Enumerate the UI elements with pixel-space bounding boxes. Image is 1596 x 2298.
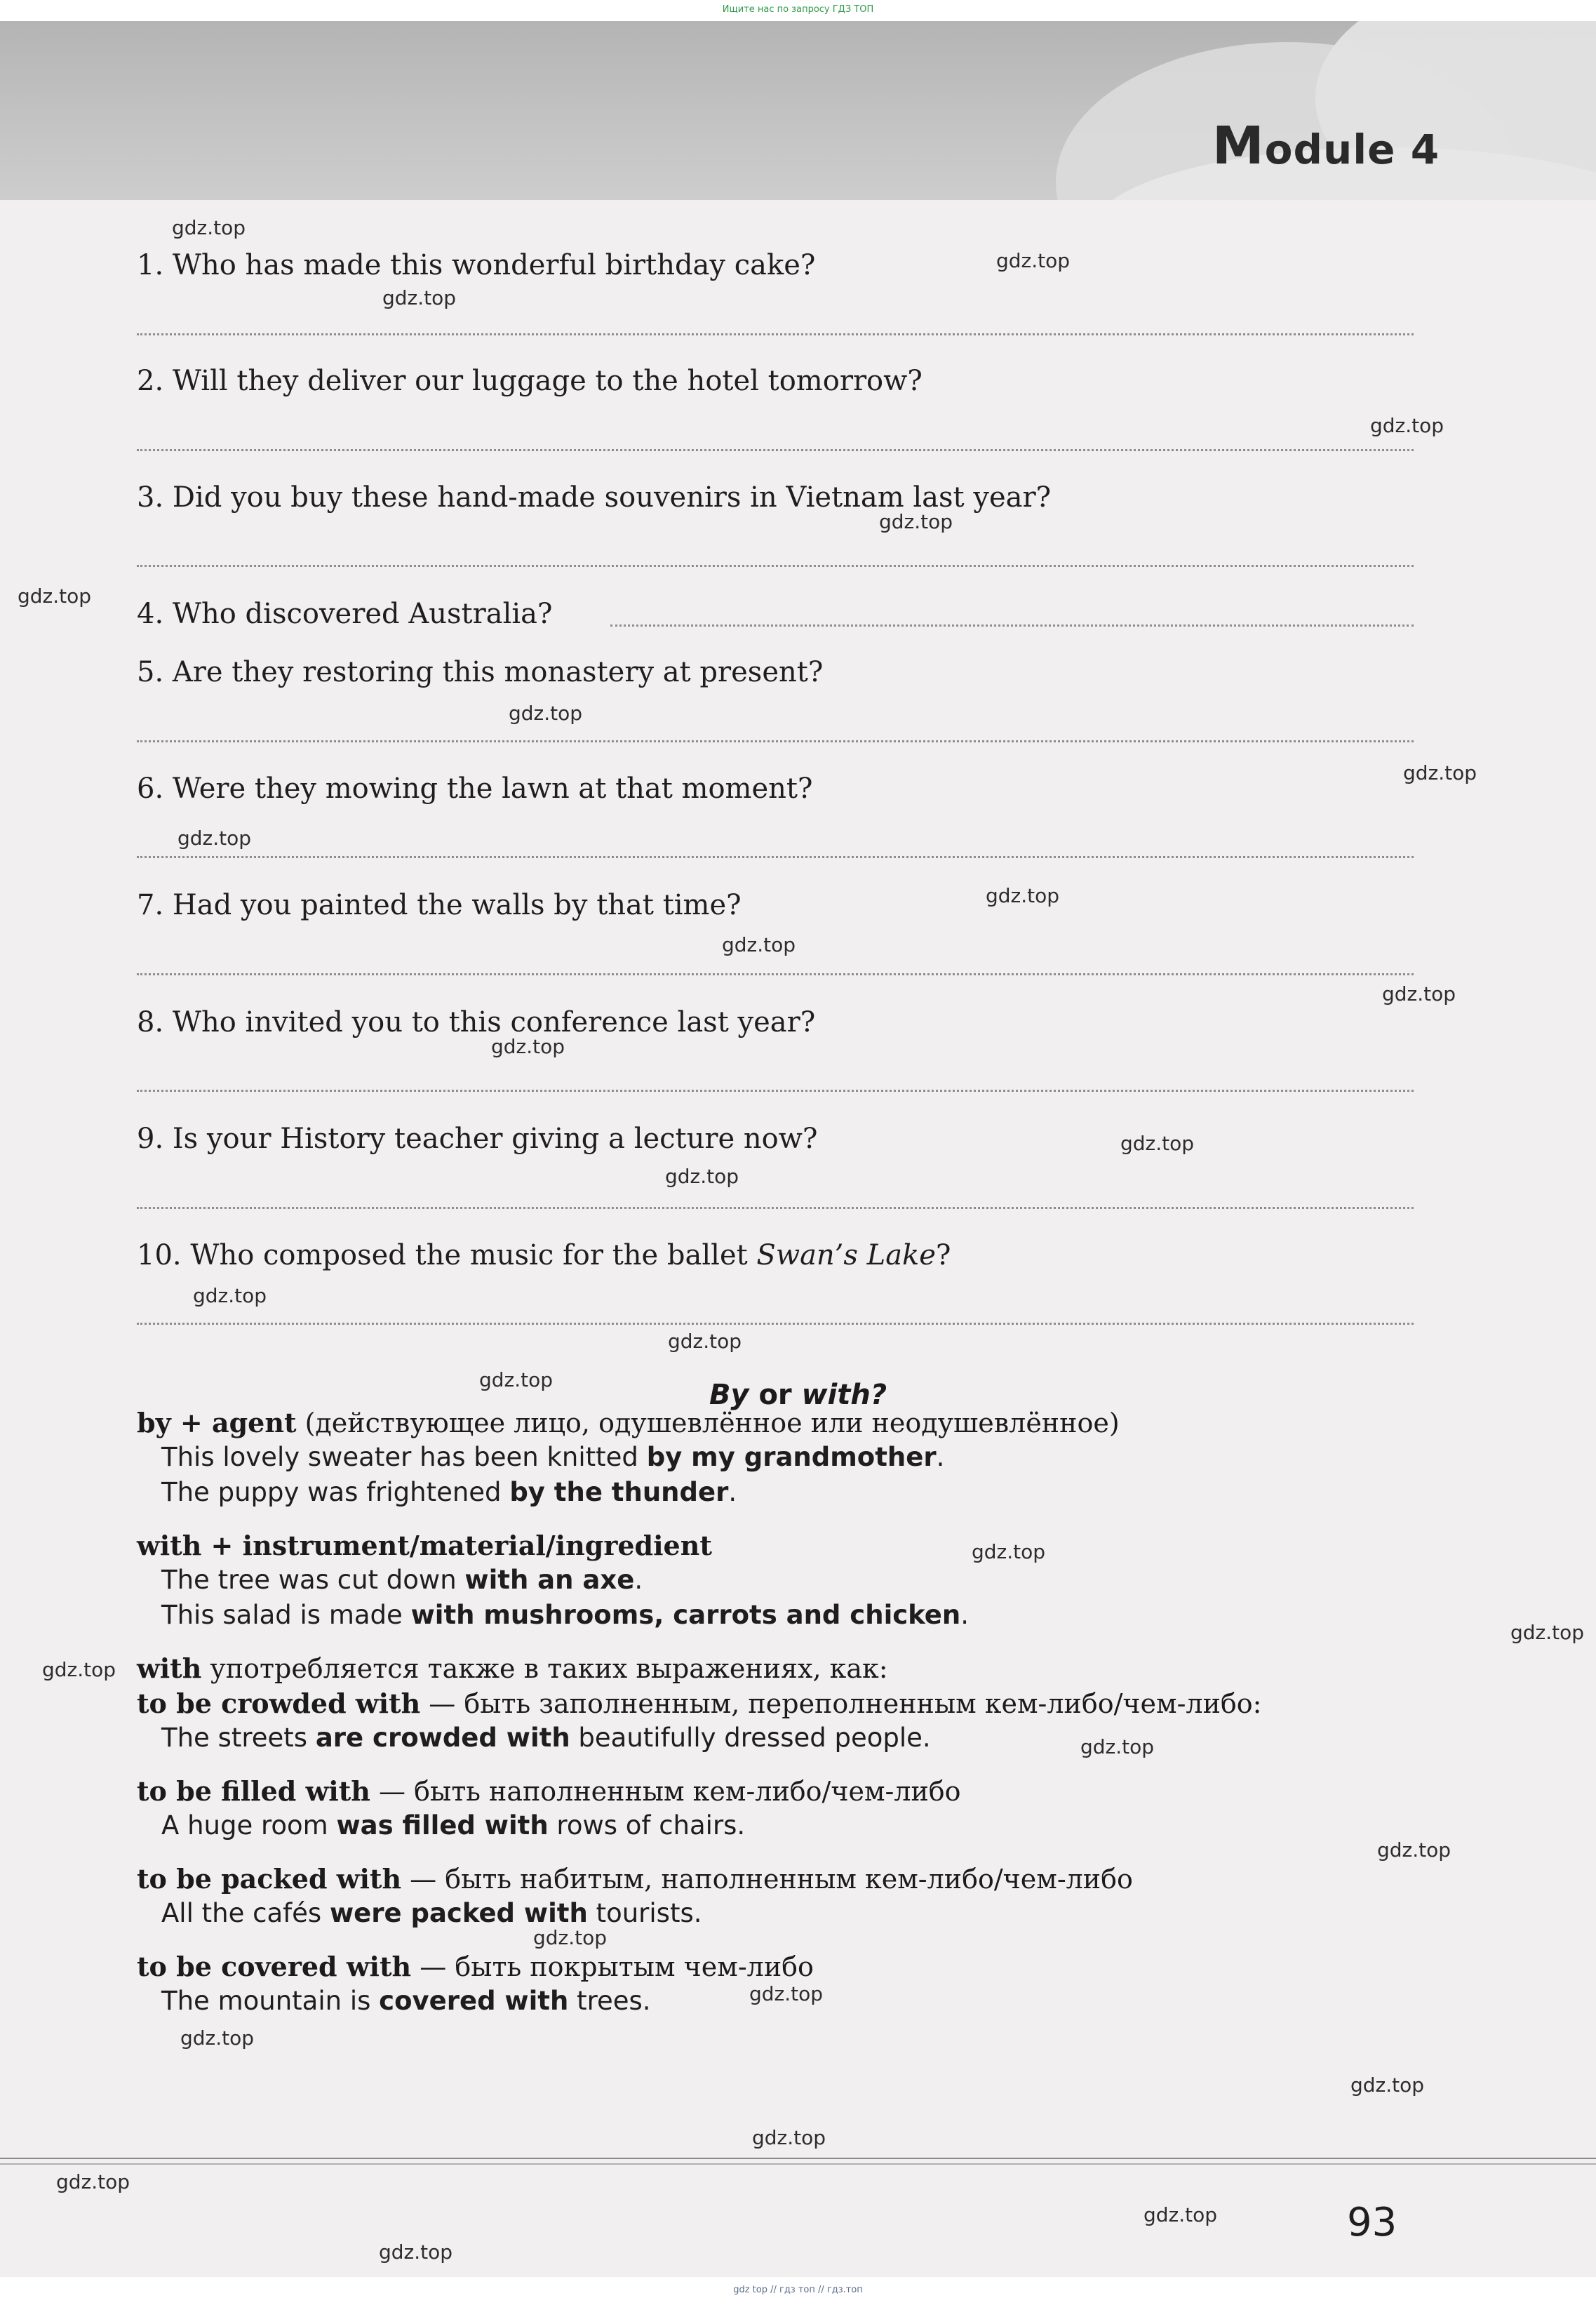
- watermark: gdz.top: [491, 1035, 565, 1058]
- answer-line-9[interactable]: [137, 1207, 1414, 1209]
- watermark: gdz.top: [879, 510, 953, 533]
- page-number: 93: [1347, 2200, 1397, 2245]
- watermark: gdz.top: [1080, 1735, 1155, 1758]
- rule-covered-with: to be covered with — быть покрытым чем-либо: [137, 1951, 814, 1982]
- example-by-1: This lovely sweater has been knitted by my grandmother.: [161, 1442, 945, 1472]
- answer-line-6[interactable]: [137, 856, 1414, 858]
- answer-line-1[interactable]: [137, 333, 1414, 335]
- question-1: 1. Who has made this wonderful birthday cake?: [137, 249, 816, 281]
- example-covered: The mountain is covered with trees.: [161, 1986, 651, 2016]
- watermark: gdz.top: [180, 2026, 255, 2050]
- top-note: Ищите нас по запросу ГДЗ ТОП: [722, 4, 874, 15]
- watermark: gdz.top: [1377, 1838, 1451, 1862]
- answer-line-7[interactable]: [137, 973, 1414, 975]
- watermark: gdz.top: [479, 1368, 554, 1391]
- question-4: 4. Who discovered Australia?: [137, 598, 553, 630]
- example-packed: All the cafés were packed with tourists.: [161, 1898, 702, 1928]
- question-3: 3. Did you buy these hand-made souvenirs in Vietnam last year?: [137, 481, 1052, 514]
- answer-line-5[interactable]: [137, 740, 1414, 742]
- watermark: gdz.top: [722, 933, 796, 956]
- example-by-2: The puppy was frightened by the thunder.: [161, 1477, 737, 1507]
- watermark: gdz.top: [1120, 1132, 1195, 1155]
- answer-line-10[interactable]: [137, 1323, 1414, 1325]
- watermark: gdz.top: [177, 827, 252, 850]
- watermark: gdz.top: [996, 249, 1071, 272]
- watermark: gdz.top: [665, 1165, 739, 1188]
- question-10: 10. Who composed the music for the ballet Swan’s Lake?: [137, 1239, 951, 1271]
- rule-filled-with: to be filled with — быть наполненным кем-либо/чем-либо: [137, 1775, 961, 1807]
- question-5: 5. Are they restoring this monastery at present?: [137, 656, 824, 688]
- watermark: gdz.top: [986, 884, 1060, 907]
- watermark: gdz.top: [1510, 1621, 1585, 1644]
- watermark: gdz.top: [1370, 414, 1444, 437]
- watermark: gdz.top: [1144, 2203, 1218, 2226]
- example-crowded: The streets are crowded with beautifully dressed people.: [161, 1723, 931, 1753]
- rule-crowded-with: to be crowded with — быть заполненным, переполненным кем-либо/чем-либо:: [137, 1688, 1262, 1719]
- watermark: gdz.top: [749, 1982, 824, 2005]
- watermark: gdz.top: [193, 1284, 267, 1307]
- rule-with-expressions: with употребляется также в таких выражениях, как:: [137, 1652, 888, 1684]
- watermark: gdz.top: [382, 286, 457, 309]
- watermark: gdz.top: [42, 1658, 116, 1681]
- watermark: gdz.top: [1350, 2073, 1425, 2097]
- answer-line-2[interactable]: [137, 449, 1414, 451]
- answer-line-3[interactable]: [137, 565, 1414, 567]
- watermark: gdz.top: [972, 1540, 1046, 1563]
- watermark: gdz.top: [56, 2170, 130, 2193]
- footer-rule: [0, 2158, 1596, 2165]
- module-title: Module 4: [1212, 116, 1440, 176]
- watermark: gdz.top: [1382, 982, 1456, 1006]
- watermark: gdz.top: [379, 2240, 453, 2264]
- example-with-1: The tree was cut down with an axe.: [161, 1565, 643, 1595]
- watermark: gdz.top: [509, 702, 583, 725]
- watermark: gdz.top: [752, 2126, 826, 2149]
- question-6: 6. Were they mowing the lawn at that moment?: [137, 773, 813, 805]
- rule-with-instrument: with + instrument/material/ingredient: [137, 1530, 712, 1561]
- watermark: gdz.top: [533, 1926, 608, 1949]
- answer-line-4[interactable]: [610, 624, 1414, 627]
- example-with-2: This salad is made with mushrooms, carrots and chicken.: [161, 1600, 969, 1630]
- example-filled: A huge room was filled with rows of chairs.: [161, 1810, 746, 1841]
- watermark: gdz.top: [172, 216, 246, 239]
- watermark: gdz.top: [1403, 761, 1477, 784]
- answer-line-8[interactable]: [137, 1090, 1414, 1092]
- question-9: 9. Is your History teacher giving a lecture now?: [137, 1123, 818, 1155]
- watermark: gdz.top: [18, 584, 92, 608]
- question-2: 2. Will they deliver our luggage to the hotel tomorrow?: [137, 365, 923, 397]
- rule-by-agent: by + agent (действующее лицо, одушевлённое или неодушевлённое): [137, 1407, 1120, 1438]
- section-title: By or with?: [709, 1379, 887, 1411]
- question-8: 8. Who invited you to this conference last year?: [137, 1006, 816, 1038]
- page: [0, 21, 1596, 2277]
- watermark: gdz.top: [668, 1330, 742, 1353]
- rule-packed-with: to be packed with — быть набитым, наполненным кем-либо/чем-либо: [137, 1863, 1133, 1895]
- bottom-note: gdz top // гдз топ // гдз.топ: [733, 2285, 863, 2295]
- question-7: 7. Had you painted the walls by that time?: [137, 889, 742, 921]
